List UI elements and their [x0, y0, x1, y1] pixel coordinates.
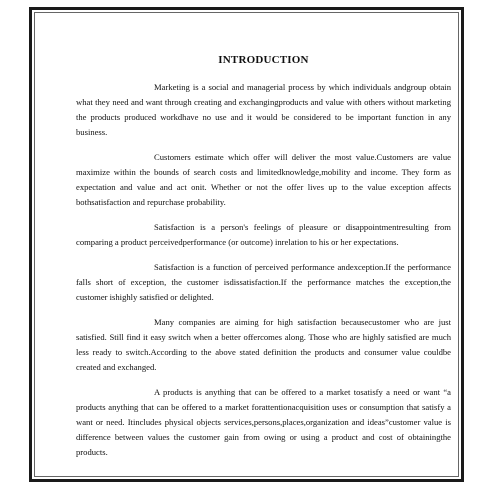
- document-body: [76, 44, 451, 470]
- paragraph-satisfaction-feelings: Satisfaction is a person's feelings of pleasure or disappointmentresulting from comparing a product perceivedperformance (or outcome) inrelation to his or her expectations.: [76, 222, 451, 247]
- paragraph-marketing-definition: Marketing is a social and managerial process by which individuals andgroup obtain what they need and want through creating and exchangingproducts and value with others without marketing the products produced workdhave no use and it would be considered to be important function in any business.: [76, 82, 451, 137]
- paragraph-satisfaction-function: Satisfaction is a function of perceived performance andexception.If the performance falls short of exception, the customer isdissatisfaction.If the performance matches the exception,the customer ishighly satisfied or delighted.: [76, 262, 451, 302]
- page-border: [29, 7, 464, 482]
- paragraph-customer-value: Customers estimate which offer will deliver the most value.Customers are value maximize within the bounds of search costs and limitedknowledge,mobility and income. They form as expectation and value and act onit. Whether or not the offer lives up to the value exception affects bothsatisfaction and repurchase probability.: [76, 152, 451, 207]
- paragraph-product-definition: A products is anything that can be offered to a market tosatisfy a need or want “a products anything that can be offered to a market forattentionacquisition uses or consumption that satisfy a want or need. Itincludes physical objects services,persons,places,organization and ideas”customer value is difference between values the customer gain from owing or using a product and cost of obtainingthe products.: [76, 387, 451, 457]
- document-title: INTRODUCTION: [218, 54, 309, 66]
- paragraph-high-satisfaction: Many companies are aiming for high satisfaction becausecustomer who are just satisfied. Still find it easy switch when a better offercomes along. Those who are highly satisfied are much less ready to switch.According to the above stated definition the products and consumer value couldbe created and exchanged.: [76, 317, 451, 372]
